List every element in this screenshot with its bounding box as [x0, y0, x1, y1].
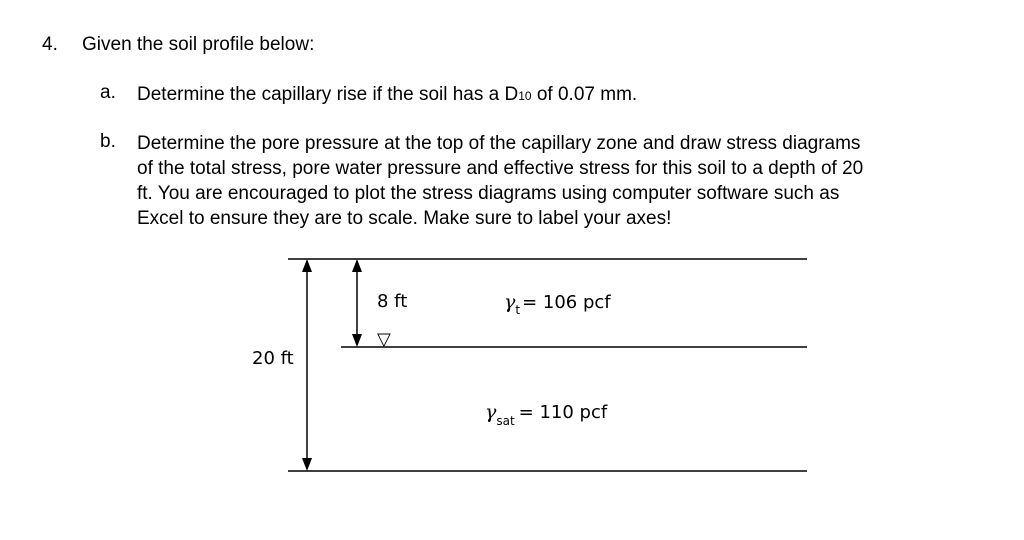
question-number: 4.	[42, 34, 58, 55]
question-title: Given the soil profile below:	[82, 34, 315, 55]
part-b-line: Excel to ensure they are to scale. Make sure to label your axes!	[137, 208, 672, 229]
layer1-subscript: t	[515, 303, 521, 317]
total-depth-label: 20 ft	[252, 348, 294, 369]
layer2-subscript: sat	[496, 414, 515, 428]
layer1-unit-weight	[504, 291, 611, 317]
layer2-value: = 110 pcf	[518, 402, 608, 423]
layer1-gamma-symbol: γ	[504, 291, 516, 313]
part-b-line: Determine the pore pressure at the top of the capillary zone and draw stress diagrams	[137, 133, 861, 154]
water-depth-arrow-down	[352, 334, 362, 347]
part-a-text-after: of 0.07 mm.	[531, 84, 638, 105]
layer1-value: = 106 pcf	[522, 292, 611, 313]
total-depth-arrow-down	[302, 458, 312, 471]
part-b-line: ft. You are encouraged to plot the stress diagrams using computer software such as	[137, 183, 840, 204]
water-depth-arrow-up	[352, 259, 362, 272]
water-table-symbol: ▽	[377, 329, 391, 350]
layer2-unit-weight	[485, 401, 608, 428]
layer2-gamma-symbol: γ	[485, 401, 497, 423]
water-table-depth-label: 8 ft	[377, 291, 408, 312]
total-depth-arrow-up	[302, 259, 312, 272]
part-a-text-before: Determine the capillary rise if the soil has a D	[137, 84, 519, 105]
part-b-letter: b.	[100, 131, 116, 152]
part-a-letter: a.	[100, 82, 116, 103]
part-a-subscript: 10	[518, 89, 532, 103]
part-b-line: of the total stress, pore water pressure and effective stress for this soil to a depth of 20	[137, 158, 864, 179]
